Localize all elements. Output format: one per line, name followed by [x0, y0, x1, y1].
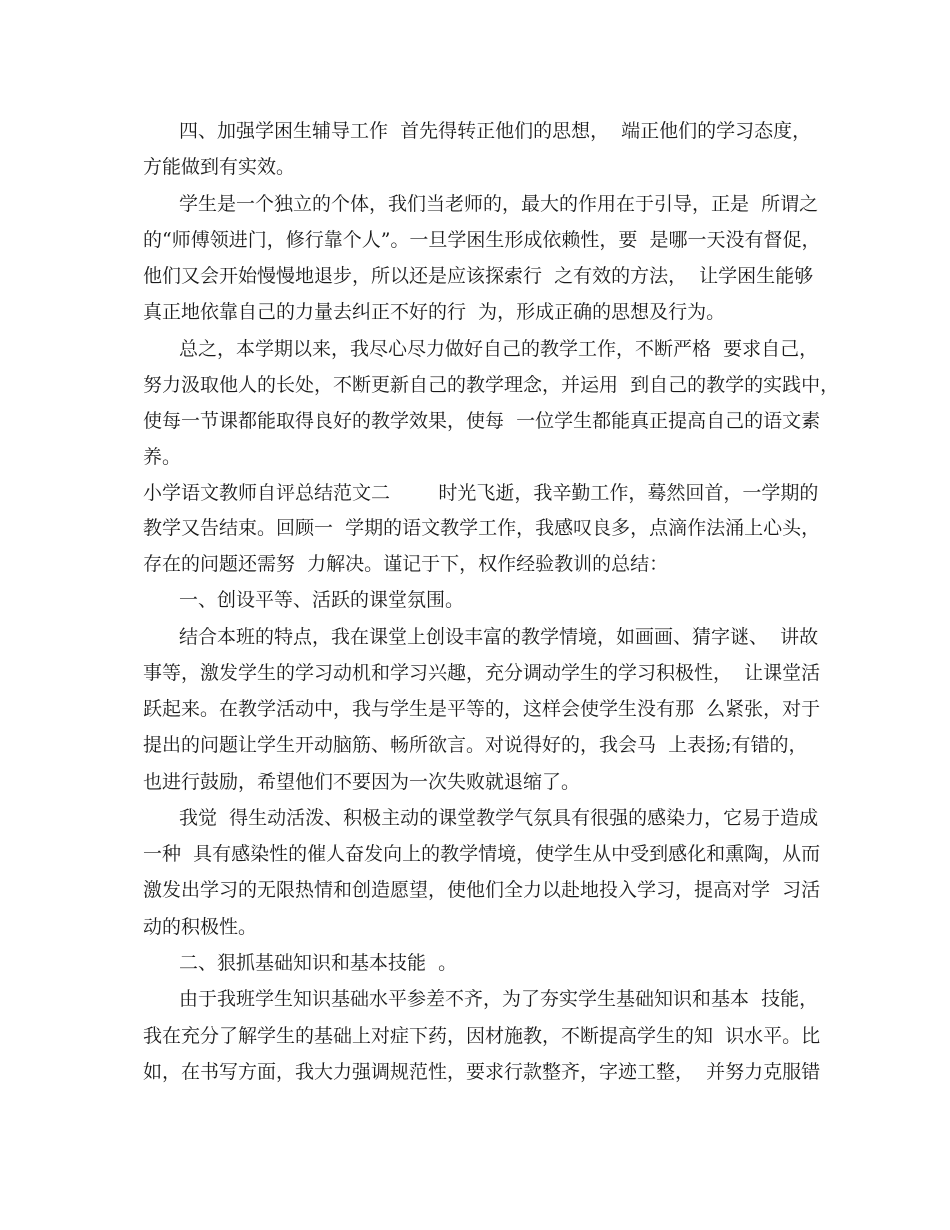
text-line: 动的积极性。	[143, 916, 258, 938]
text-line: 真正地依靠自己的力量去纠正不好的行 为，形成正确的思想及行为。	[143, 301, 726, 323]
text-line: 二、狠抓基础知识和基本技能 。	[179, 952, 458, 974]
text-line: 总之，本学期以来，我尽心尽力做好自己的教学工作，不断严格 要求自己，	[179, 338, 819, 360]
text-line: 提出的问题让学生开动脑筋、畅所欲言。对说得好的，我会马 上表扬;有错的，	[143, 734, 808, 756]
text-line: 努力汲取他人的长处，不断更新自己的教学理念，并运用 到自己的教学的实践中，	[143, 374, 840, 396]
text-line: 教学又告结束。回顾一 学期的语文教学工作，我感叹良多，点滴作法涌上心头，	[143, 517, 821, 539]
text-line: 结合本班的特点，我在课堂上创设丰富的教学情境，如画画、猜字谜、 讲故	[179, 626, 819, 648]
text-line: 激发出学习的无限热情和创造愿望，使他们全力以赴地投入学习，提高对学 习活	[143, 879, 821, 901]
text-line: 的“师傅领进门，修行靠个人”。一旦学困生形成依赖性，要 是哪一天没有督促，	[143, 229, 821, 251]
text-line: 小学语文教师自评总结范文二 时光飞逝，我辛勤工作，蓦然回首，一学期的	[143, 482, 819, 504]
text-line: 一种 具有感染性的催人奋发向上的教学情境，使学生从中受到感化和熏陶，从而	[143, 843, 821, 865]
text-line: 一、创设平等、活跃的课堂氛围。	[179, 589, 465, 611]
text-line: 学生是一个独立的个体，我们当老师的，最大的作用在于引导，正是 所谓之	[179, 193, 819, 215]
text-line: 由于我班学生知识基础水平参差不齐，为了夯实学生基础知识和基本 技能，	[179, 988, 819, 1010]
text-line: 养。	[143, 446, 182, 468]
text-line: 我觉 得生动活泼、积极主动的课堂教学气氛具有很强的感染力，它易于造成	[179, 807, 819, 829]
text-line: 事等，激发学生的学习动机和学习兴趣，充分调动学生的学习积极性， 让课堂活	[143, 662, 821, 684]
text-line: 他们又会开始慢慢地退步，所以还是应该探索行 之有效的方法， 让学困生能够	[143, 265, 814, 287]
text-line: 四、加强学困生辅导工作 首先得转正他们的思想， 端正他们的学习态度，	[179, 120, 812, 142]
text-line: 如，在书写方面，我大力强调规范性，要求行款整齐，字迹工整， 并努力克服错	[143, 1061, 821, 1083]
text-line: 也进行鼓励，希望他们不要因为一次失败就退缩了。	[143, 771, 581, 793]
text-line: 使每一节课都能取得良好的教学效果，使每 一位学生都能真正提高自己的语文素	[143, 410, 821, 432]
text-line: 跃起来。在教学活动中，我与学生是平等的，这样会使学生没有那 么紧张，对于	[143, 698, 821, 720]
text-line: 我在充分了解学生的基础上对症下药，因材施教，不断提高学生的知 识水平。比	[143, 1025, 821, 1047]
text-line: 存在的问题还需努 力解决。谨记于下，权作经验教训的总结：	[143, 553, 669, 575]
text-line: 方能做到有实效。	[143, 156, 296, 178]
